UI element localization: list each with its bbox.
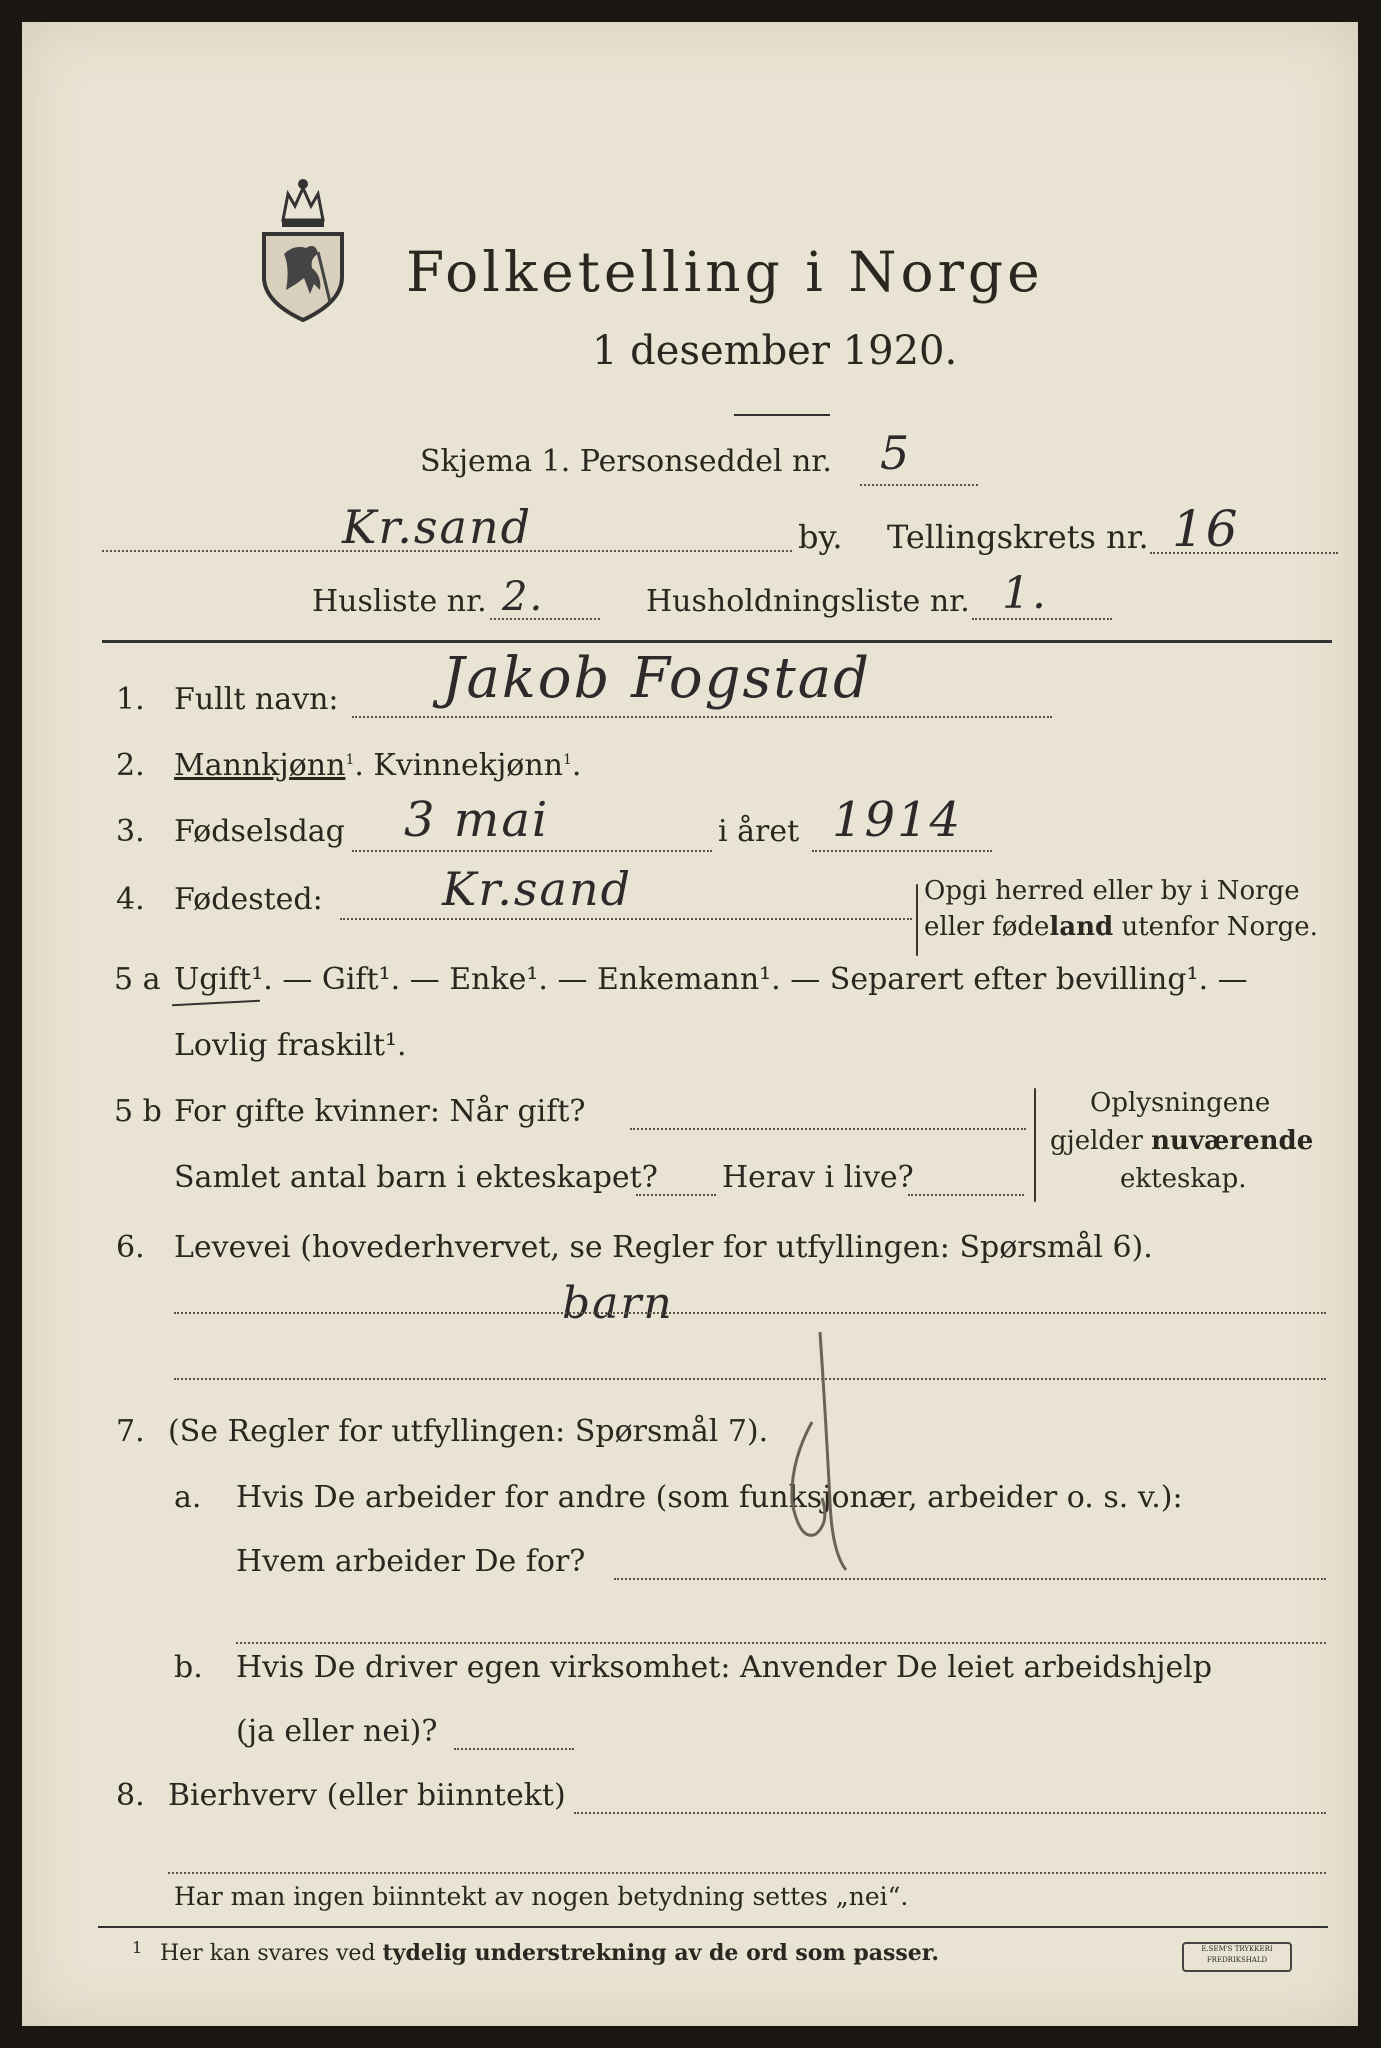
q8-number: 8. [116,1778,145,1813]
q2-options: Mannkjønn$^1$. Kvinnekjønn$^1$. [174,748,582,783]
skjema-label: Skjema 1. Personseddel nr. [420,444,832,479]
q5a-number: 5 a [114,962,161,997]
full-name-handwritten[interactable]: Jakob Fogstad [442,646,871,711]
husliste-label: Husliste nr. [312,584,487,619]
footnote-rule [98,1926,1328,1928]
q4-label: Fødested: [174,882,323,917]
q1-label: Fullt navn: [174,682,339,717]
q5b-note1: Oplysningene [1090,1088,1271,1118]
husholdning-number[interactable]: 1. [1002,568,1048,619]
title-divider [734,414,830,416]
form-date: 1 desember 1920. [592,328,958,374]
birthday-handwritten[interactable]: 3 mai [404,792,550,848]
occupation-handwritten[interactable]: barn [562,1278,674,1329]
city-handwritten[interactable]: Kr.sand [342,500,533,554]
q5b-line1: For gifte kvinner: Når gift? [174,1094,586,1129]
husliste-number[interactable]: 2. [502,574,545,620]
q7b-letter: b. [174,1650,203,1685]
norwegian-coat-of-arms-icon [258,172,348,322]
census-form-page [22,22,1358,2026]
printer-stamp: E.SEM'S TRYKKERI FREDRIKSHALD [1182,1942,1292,1972]
q4-note-line2: eller fødeland utenfor Norge. [924,912,1318,942]
civil-status-options[interactable]: Ugift¹. — Gift¹. — Enke¹. — Enkemann¹. — Separert efter bevilling¹. — [174,962,1248,997]
q4-note-brace [916,884,918,956]
q3-number: 3. [116,814,145,849]
form-title: Folketelling i Norge [406,240,1044,304]
q2-number: 2. [116,748,145,783]
q5b-note3: ekteskap. [1120,1164,1247,1194]
q5b-number: 5 b [114,1094,162,1129]
q5b-note2: gjelder nuværende [1050,1126,1314,1156]
q5b-line2b: Herav i live? [722,1160,914,1195]
q6-label: Levevei (hovederhvervet, se Regler for utfyllingen: Spørsmål 6). [174,1230,1153,1265]
tellingskrets-number[interactable]: 16 [1172,500,1240,558]
footnote-text: Her kan svares ved tydelig understrekning av de ord som passer. [160,1940,940,1966]
birthplace-handwritten[interactable]: Kr.sand [442,862,633,916]
q6-number: 6. [116,1230,145,1265]
q3-label: Fødselsdag [174,814,345,849]
civil-status-options-line2[interactable]: Lovlig fraskilt¹. [174,1028,407,1063]
q7-label: (Se Regler for utfyllingen: Spørsmål 7). [168,1414,769,1449]
birth-year-handwritten[interactable]: 1914 [832,792,963,848]
ugift-underline [172,1000,260,1007]
year-label: i året [718,814,800,849]
q4-number: 4. [116,882,145,917]
q7b-line1: Hvis De driver egen virksomhet: Anvender De leiet arbeidshjelp [236,1650,1213,1685]
tellingskrets-label: Tellingskrets nr. [887,518,1149,556]
q5b-line2a: Samlet antal barn i ekteskapet? [174,1160,658,1195]
q1-number: 1. [116,682,145,717]
mannkjonn-option[interactable]: Mannkjønn [174,748,346,783]
pencil-check-mark-icon [760,1302,860,1602]
q8-label: Bierhverv (eller biinntekt) [168,1778,566,1813]
q7a-line2: Hvem arbeider De for? [236,1544,586,1579]
personseddel-number[interactable]: 5 [880,426,912,480]
header-rule [102,640,1332,643]
q7a-letter: a. [174,1480,202,1515]
kvinnekjonn-option[interactable]: . Kvinnekjønn [354,748,563,783]
q7a-line1: Hvis De arbeider for andre (som funksjonær, arbeider o. s. v.): [236,1480,1183,1515]
q4-note-line1: Opgi herred eller by i Norge [924,876,1300,906]
q5b-note-brace [1034,1088,1036,1202]
q7b-line2: (ja eller nei)? [236,1714,438,1749]
footnote-mark: 1 [132,1938,143,1957]
husholdning-label: Husholdningsliste nr. [646,584,970,619]
q8-note: Har man ingen biinntekt av nogen betydning settes „nei“. [174,1882,909,1911]
by-label: by. [798,518,843,556]
q7-number: 7. [116,1414,145,1449]
